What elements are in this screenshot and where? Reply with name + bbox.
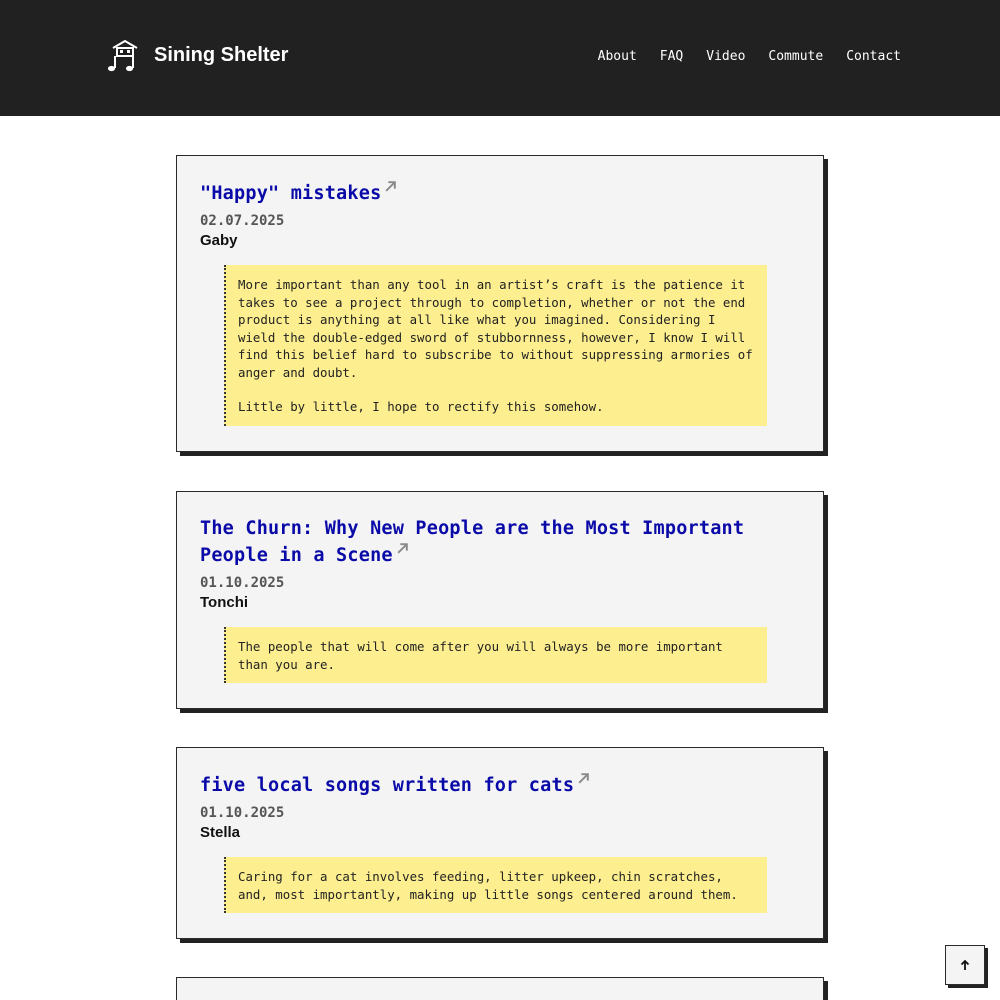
post-date: 01.10.2025: [200, 805, 285, 821]
post-date: 01.10.2025: [200, 575, 285, 591]
arrow-up-right-icon: [396, 542, 409, 555]
excerpt-paragraph: More important than any tool in an artist’s craft is the patience it takes to see a project through to completion, whether or not the end product is anything at all like what you imagined. Considering I wield the double-edged sword of stubbornness, however, I know I will find this belief hard to subscribe to without suppressing armories of anger and doubt.: [238, 277, 753, 380]
post-title-link[interactable]: [200, 183, 397, 204]
excerpt-paragraph: Caring for a cat involves feeding, litter upkeep, chin scratches, and, most importantly, making up little songs centered around them.: [238, 869, 738, 902]
post-card: [176, 491, 824, 709]
nav-about[interactable]: About: [597, 49, 637, 64]
arrow-up-right-icon: [384, 180, 397, 193]
post-title-link[interactable]: [200, 518, 744, 566]
nav-faq[interactable]: FAQ: [659, 49, 684, 64]
brand-link[interactable]: [106, 38, 288, 72]
post-excerpt: [224, 265, 767, 426]
post-title-text: The Churn: Why New People are the Most Important People in a Scene: [200, 518, 745, 566]
arrow-up-right-icon: [577, 772, 590, 785]
nav-video[interactable]: Video: [706, 49, 746, 64]
music-house-icon: [106, 38, 140, 72]
site-header: [0, 0, 1000, 116]
back-to-top-button[interactable]: [945, 945, 985, 985]
post-author: Stella: [200, 824, 241, 841]
post-title-link[interactable]: [200, 775, 590, 796]
post-excerpt: [224, 627, 767, 683]
post-card: [176, 155, 824, 452]
post-date: 02.07.2025: [200, 213, 285, 229]
nav-contact[interactable]: Contact: [846, 49, 901, 64]
post-card: [176, 747, 824, 939]
post-excerpt: [224, 857, 767, 913]
excerpt-paragraph: Little by little, I hope to rectify this somehow.: [238, 399, 604, 414]
post-title-text: five local songs written for cats: [200, 775, 575, 796]
post-title-text: "Happy" mistakes: [200, 183, 382, 204]
arrow-up-icon: [959, 959, 971, 971]
main-nav: [598, 49, 901, 64]
nav-commute[interactable]: Commute: [768, 49, 824, 64]
excerpt-paragraph: The people that will come after you will always be more important than you are.: [238, 639, 723, 672]
site-name: Sining Shelter: [154, 43, 289, 66]
post-author: Tonchi: [200, 594, 249, 611]
post-author: Gaby: [200, 232, 238, 249]
post-card: [176, 977, 824, 1000]
